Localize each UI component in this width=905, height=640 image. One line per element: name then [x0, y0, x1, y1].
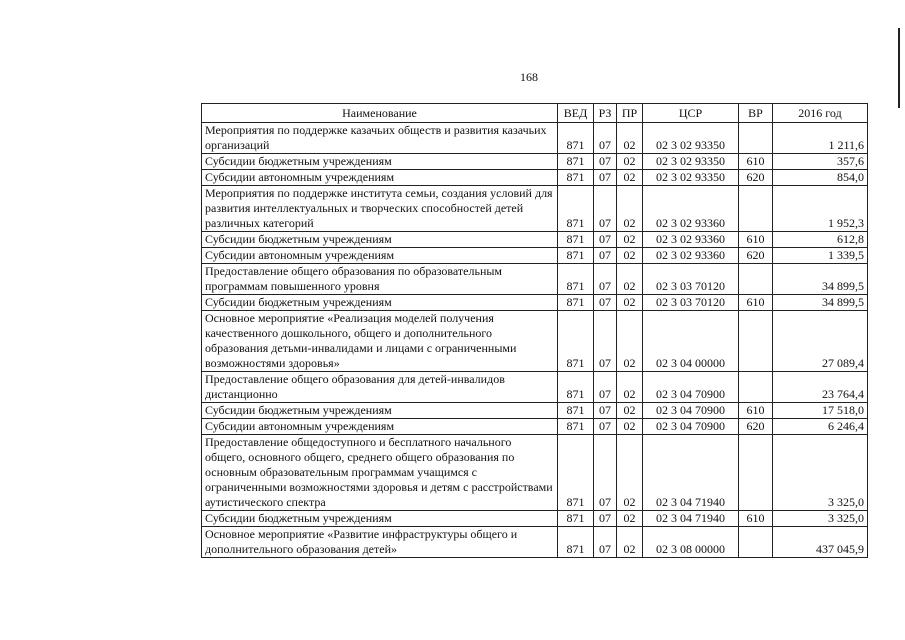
- cell-name: Субсидии бюджетным учреждениям: [202, 232, 558, 248]
- header-rz: РЗ: [594, 104, 617, 123]
- cell-ved: 871: [558, 232, 594, 248]
- cell-name: Субсидии бюджетным учреждениям: [202, 154, 558, 170]
- cell-csr: 02 3 04 70900: [643, 403, 739, 419]
- table-row: [202, 232, 868, 248]
- cell-rz: 07: [594, 372, 617, 403]
- cell-csr: 02 3 03 70120: [643, 295, 739, 311]
- cell-pr: 02: [617, 154, 643, 170]
- cell-pr: 02: [617, 419, 643, 435]
- cell-csr: 02 3 02 93350: [643, 154, 739, 170]
- cell-amount: 27 089,4: [773, 311, 868, 372]
- cell-ved: 871: [558, 186, 594, 232]
- cell-csr: 02 3 08 00000: [643, 527, 739, 558]
- cell-vr: [739, 186, 773, 232]
- cell-csr: 02 3 03 70120: [643, 264, 739, 295]
- cell-pr: 02: [617, 435, 643, 511]
- cell-pr: 02: [617, 248, 643, 264]
- cell-amount: 357,6: [773, 154, 868, 170]
- cell-ved: 871: [558, 372, 594, 403]
- table-row: [202, 123, 868, 154]
- cell-ved: 871: [558, 154, 594, 170]
- cell-amount: 6 246,4: [773, 419, 868, 435]
- header-ved: ВЕД: [558, 104, 594, 123]
- cell-pr: 02: [617, 527, 643, 558]
- cell-ved: 871: [558, 511, 594, 527]
- header-pr: ПР: [617, 104, 643, 123]
- cell-ved: 871: [558, 295, 594, 311]
- cell-vr: [739, 435, 773, 511]
- cell-name: Предоставление общедоступного и бесплатного начального общего, основного общего, среднего общего образования по основным образовательным программам учащимся с ограниченными возможностями здоровья и детям с расстройствами аутистического спектра: [202, 435, 558, 511]
- cell-pr: 02: [617, 232, 643, 248]
- header-csr: ЦСР: [643, 104, 739, 123]
- cell-rz: 07: [594, 311, 617, 372]
- cell-rz: 07: [594, 511, 617, 527]
- cell-rz: 07: [594, 170, 617, 186]
- cell-rz: 07: [594, 186, 617, 232]
- cell-csr: 02 3 04 00000: [643, 311, 739, 372]
- cell-vr: 610: [739, 295, 773, 311]
- header-year: 2016 год: [773, 104, 868, 123]
- cell-rz: 07: [594, 264, 617, 295]
- cell-amount: 3 325,0: [773, 435, 868, 511]
- scan-edge-mark: [898, 28, 900, 108]
- cell-vr: 620: [739, 419, 773, 435]
- cell-ved: 871: [558, 248, 594, 264]
- cell-amount: 17 518,0: [773, 403, 868, 419]
- cell-amount: 23 764,4: [773, 372, 868, 403]
- cell-rz: 07: [594, 248, 617, 264]
- cell-amount: 1 952,3: [773, 186, 868, 232]
- cell-rz: 07: [594, 232, 617, 248]
- cell-ved: 871: [558, 264, 594, 295]
- budget-table: [201, 103, 868, 558]
- cell-pr: 02: [617, 170, 643, 186]
- cell-vr: 620: [739, 248, 773, 264]
- cell-name: Субсидии автономным учреждениям: [202, 170, 558, 186]
- cell-ved: 871: [558, 170, 594, 186]
- cell-name: Субсидии бюджетным учреждениям: [202, 403, 558, 419]
- cell-amount: 437 045,9: [773, 527, 868, 558]
- cell-csr: 02 3 02 93360: [643, 248, 739, 264]
- header-vr: ВР: [739, 104, 773, 123]
- page-number: 168: [520, 70, 538, 84]
- table-row: [202, 372, 868, 403]
- table-row: [202, 248, 868, 264]
- table-header-row: [202, 104, 868, 123]
- cell-pr: 02: [617, 511, 643, 527]
- cell-csr: 02 3 02 93350: [643, 123, 739, 154]
- table-row: [202, 295, 868, 311]
- cell-amount: 34 899,5: [773, 295, 868, 311]
- cell-vr: [739, 311, 773, 372]
- table-body: [202, 123, 868, 558]
- cell-name: Предоставление общего образования по образовательным программам повышенного уровня: [202, 264, 558, 295]
- table-row: [202, 403, 868, 419]
- cell-ved: 871: [558, 403, 594, 419]
- cell-name: Предоставление общего образования для детей-инвалидов дистанционно: [202, 372, 558, 403]
- cell-name: Мероприятия по поддержке института семьи, создания условий для развития интеллектуальных и творческих способностей детей различных категорий: [202, 186, 558, 232]
- table-row: [202, 511, 868, 527]
- cell-pr: 02: [617, 372, 643, 403]
- cell-name: Субсидии бюджетным учреждениям: [202, 511, 558, 527]
- cell-ved: 871: [558, 527, 594, 558]
- cell-csr: 02 3 02 93350: [643, 170, 739, 186]
- cell-pr: 02: [617, 123, 643, 154]
- cell-amount: 612,8: [773, 232, 868, 248]
- table-row: [202, 527, 868, 558]
- cell-name: Мероприятия по поддержке казачьих обществ и развития казачьих организаций: [202, 123, 558, 154]
- cell-rz: 07: [594, 154, 617, 170]
- cell-rz: 07: [594, 403, 617, 419]
- cell-amount: 1 339,5: [773, 248, 868, 264]
- cell-ved: 871: [558, 435, 594, 511]
- cell-vr: 610: [739, 232, 773, 248]
- cell-rz: 07: [594, 435, 617, 511]
- cell-vr: 610: [739, 511, 773, 527]
- cell-vr: 620: [739, 170, 773, 186]
- cell-name: Основное мероприятие «Развитие инфраструктуры общего и дополнительного образования детей»: [202, 527, 558, 558]
- cell-rz: 07: [594, 419, 617, 435]
- cell-amount: 1 211,6: [773, 123, 868, 154]
- cell-pr: 02: [617, 311, 643, 372]
- table-row: [202, 311, 868, 372]
- cell-vr: [739, 123, 773, 154]
- cell-csr: 02 3 02 93360: [643, 232, 739, 248]
- cell-csr: 02 3 02 93360: [643, 186, 739, 232]
- cell-vr: 610: [739, 403, 773, 419]
- table-row: [202, 435, 868, 511]
- cell-csr: 02 3 04 70900: [643, 419, 739, 435]
- cell-name: Субсидии бюджетным учреждениям: [202, 295, 558, 311]
- header-name: Наименование: [202, 104, 558, 123]
- cell-pr: 02: [617, 403, 643, 419]
- cell-amount: 34 899,5: [773, 264, 868, 295]
- cell-csr: 02 3 04 70900: [643, 372, 739, 403]
- cell-name: Субсидии автономным учреждениям: [202, 248, 558, 264]
- cell-csr: 02 3 04 71940: [643, 511, 739, 527]
- cell-vr: [739, 264, 773, 295]
- table-row: [202, 170, 868, 186]
- cell-vr: [739, 527, 773, 558]
- cell-ved: 871: [558, 311, 594, 372]
- table-row: [202, 419, 868, 435]
- cell-pr: 02: [617, 264, 643, 295]
- cell-rz: 07: [594, 123, 617, 154]
- cell-vr: [739, 372, 773, 403]
- cell-pr: 02: [617, 186, 643, 232]
- cell-rz: 07: [594, 527, 617, 558]
- cell-rz: 07: [594, 295, 617, 311]
- table-row: [202, 264, 868, 295]
- cell-name: Субсидии автономным учреждениям: [202, 419, 558, 435]
- cell-pr: 02: [617, 295, 643, 311]
- cell-name: Основное мероприятие «Реализация моделей получения качественного дошкольного, общего и дополнительного образования детьми-инвалидами и лицами с ограниченными возможностями здоровья»: [202, 311, 558, 372]
- table-row: [202, 186, 868, 232]
- cell-vr: 610: [739, 154, 773, 170]
- table-row: [202, 154, 868, 170]
- cell-csr: 02 3 04 71940: [643, 435, 739, 511]
- cell-amount: 854,0: [773, 170, 868, 186]
- cell-ved: 871: [558, 419, 594, 435]
- cell-ved: 871: [558, 123, 594, 154]
- cell-amount: 3 325,0: [773, 511, 868, 527]
